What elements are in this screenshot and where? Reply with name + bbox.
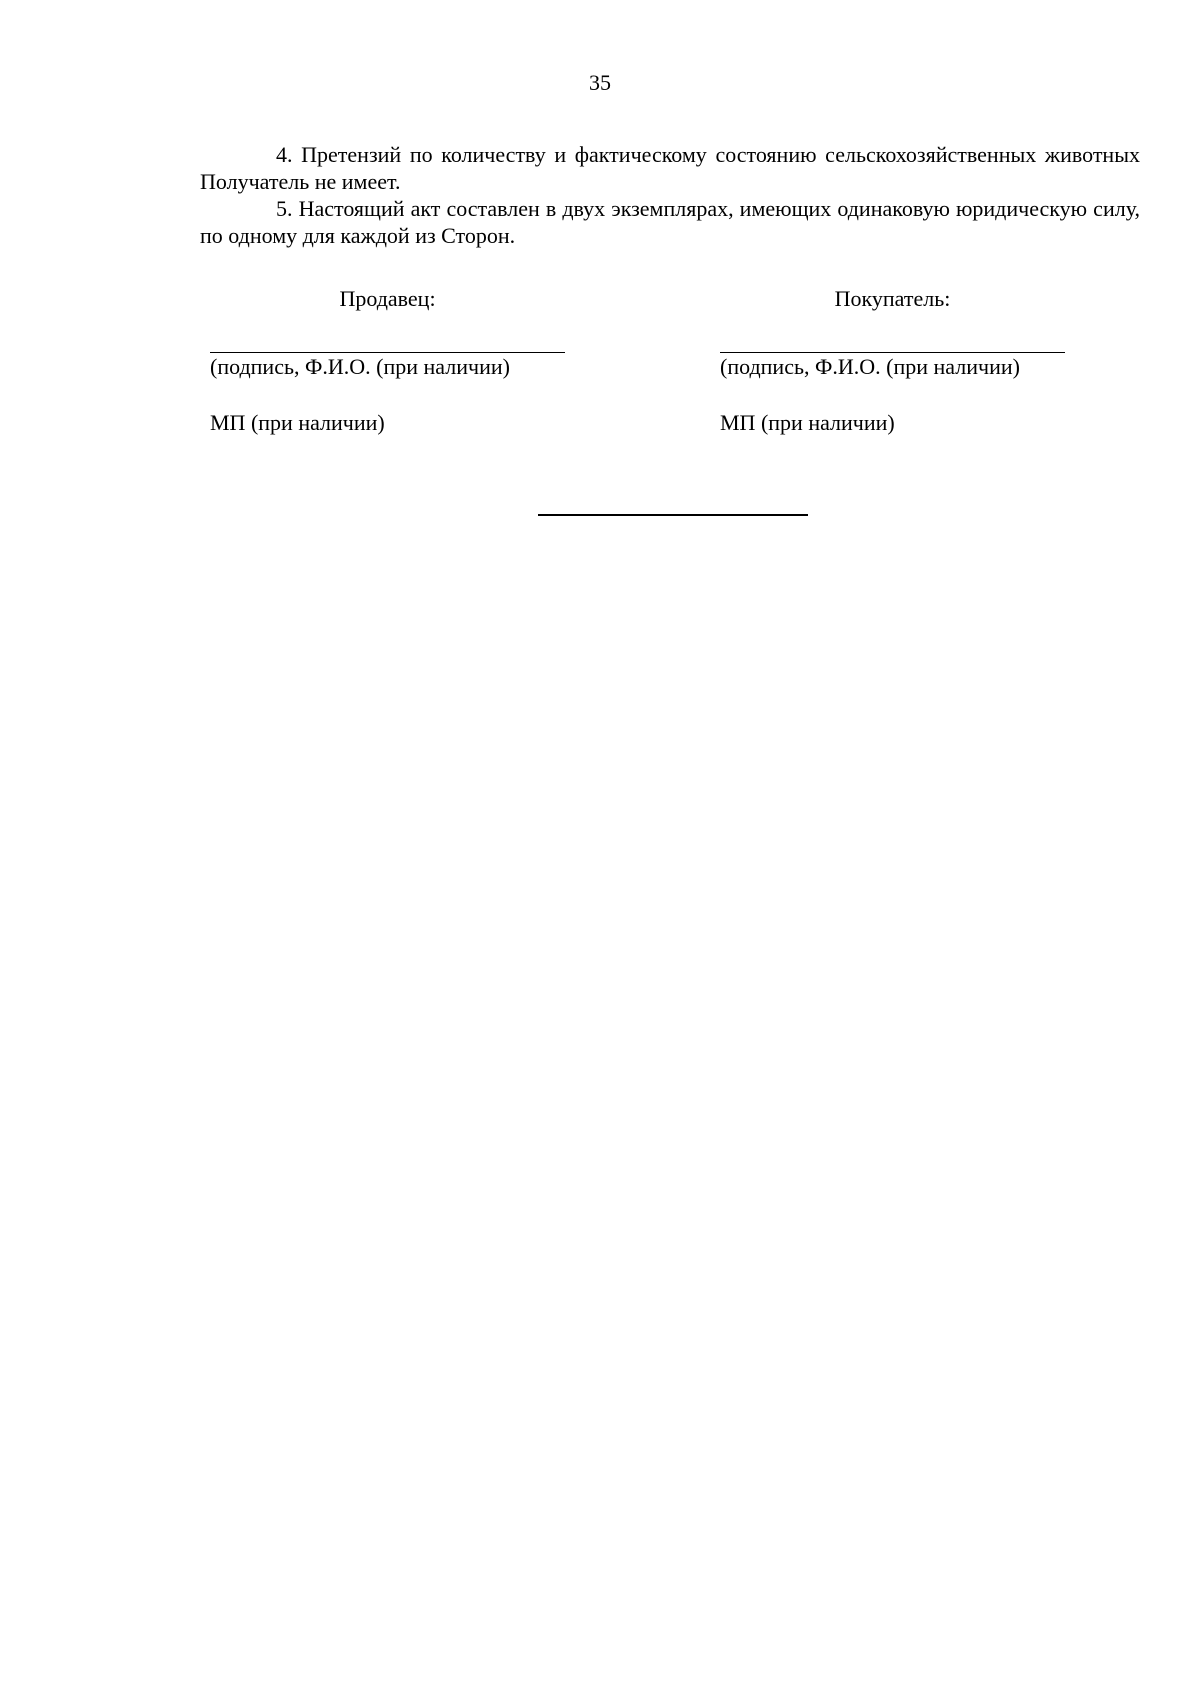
clause-4: 4. Претензий по количеству и фактическому состоянию сельскохозяйственных животных Получатель не имеет. [200, 142, 1140, 194]
seller-signature-block [210, 286, 565, 436]
buyer-signature-line [720, 352, 1065, 353]
seller-signature-line [210, 352, 565, 353]
seller-stamp-label: МП (при наличии) [210, 410, 385, 435]
buyer-signature-block [720, 286, 1065, 436]
buyer-label: Покупатель: [834, 286, 951, 311]
buyer-signature-caption: (подпись, Ф.И.О. (при наличии) [720, 354, 1020, 379]
document-end-rule [538, 514, 808, 516]
clause-5: 5. Настоящий акт составлен в двух экземплярах, имеющих одинаковую юридическую силу, по одному для каждой из Сторон. [200, 196, 1140, 248]
document-body [200, 141, 1140, 249]
page-number: 35 [589, 70, 611, 95]
seller-label: Продавец: [339, 286, 436, 311]
seller-signature-caption: (подпись, Ф.И.О. (при наличии) [210, 354, 510, 379]
buyer-stamp-label: МП (при наличии) [720, 410, 895, 435]
